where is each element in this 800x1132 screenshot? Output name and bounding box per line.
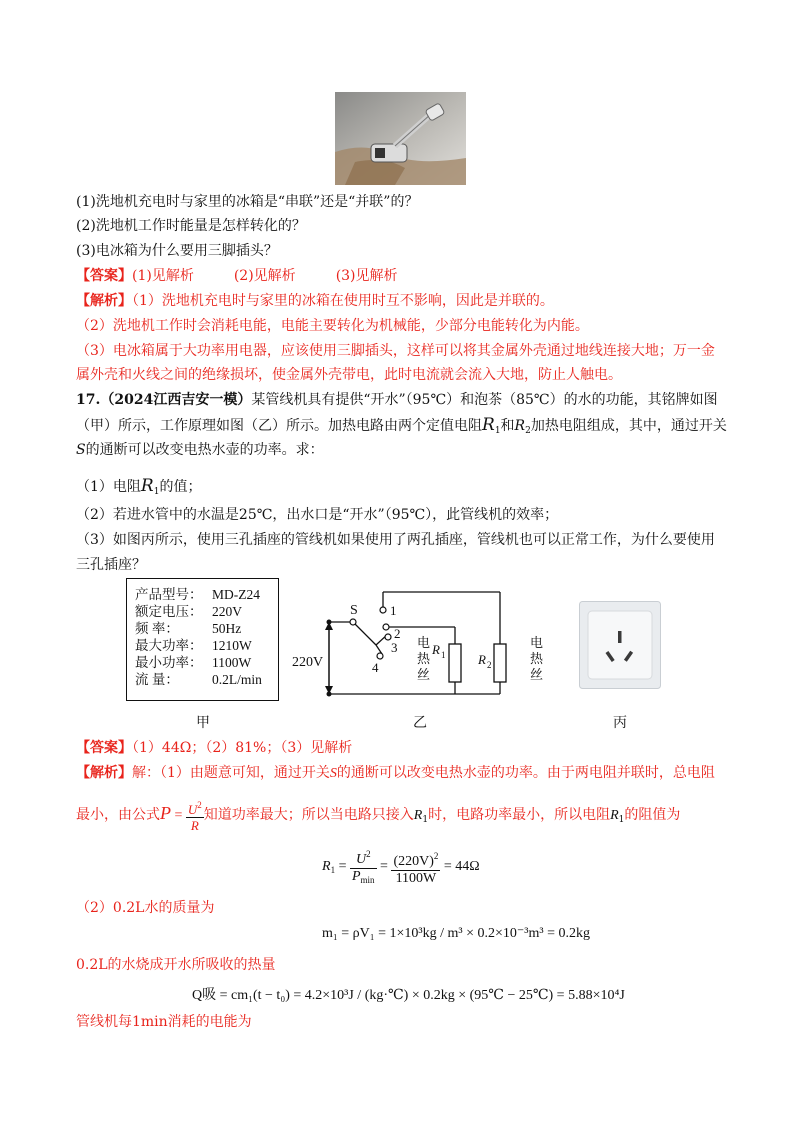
eq1-den1: P: [351, 869, 361, 884]
r2-subscript: 2: [487, 660, 492, 670]
prev-sub3: (3)电冰箱为什么要用三脚插头？: [76, 243, 278, 259]
q17-analysis-2d: 的阻值为: [624, 807, 681, 823]
floor-washer-photo: [335, 92, 466, 185]
prev-sub1: (1)洗地机充电时与家里的冰箱是“串联”还是“并联”的？: [76, 194, 419, 210]
nameplate-row: [135, 620, 278, 637]
terminal-2-label: 2: [394, 626, 401, 641]
q17-stem-2c: 加热电阻组成，其中，通过开关: [530, 418, 727, 434]
circuit-voltage-label: 220V: [292, 655, 324, 670]
q17-answer-text: （1）44Ω；（2）81%；（3）见解析: [132, 740, 353, 756]
r1-subscript: 1: [441, 650, 446, 660]
r1-text-label: 电热丝: [417, 636, 431, 683]
q17-analysis-2b: 知道功率最大；所以当电路只接入: [203, 807, 414, 823]
answer-3: (3)见解析: [335, 268, 398, 284]
q17-analysis-1a: 解：（1）由题意可知，通过开关: [132, 765, 330, 781]
caption-yi: 乙: [413, 715, 427, 731]
analysis-tag: 【解析】: [76, 293, 132, 309]
eq1-den1-sub: min: [360, 875, 375, 885]
nameplate-row: [135, 603, 278, 620]
q17-analysis-line-2: 最小，由公式P = $\frac{U^2}{R}$ 知道功率最大；所以当电路只接入$R_1$时，电路功率最小，所以电阻$R_1$的阻值为: [76, 799, 681, 833]
q17-stem-1-text: 某管线机具有提供“开水”（95℃）和泡茶（85℃）的水的功能，其铭牌如图: [251, 392, 718, 408]
eq1-fraction-2: $\frac{(220V)^2}{1100W}$: [391, 848, 440, 887]
prev-analysis-3a: （3）电冰箱属于大功率用电器，应该使用三脚插头，这样可以将其金属外壳通过地线连接大地；万一金: [76, 343, 715, 359]
q17-number: 17.: [76, 392, 101, 408]
nameplate-label: 频 率：: [135, 621, 179, 636]
caption-jia: 甲: [196, 715, 210, 731]
nameplate-value: 220V: [212, 604, 242, 619]
q17-analysis-line-5: 管线机每1min消耗的电能为: [76, 1014, 252, 1030]
nameplate-label: 额定电压：: [135, 604, 203, 619]
circuit-switch-label: S: [350, 603, 358, 618]
q17-analysis-r1b: R: [610, 808, 619, 823]
prev-sub2: (2)洗地机工作时能量是怎样转化的？: [76, 218, 306, 234]
q17-analysis-2c: 时，电路功率最小，所以电阻: [428, 807, 611, 823]
q17-analysis-tag: 【解析】: [76, 765, 132, 781]
answer-2: (2)见解析: [233, 268, 296, 284]
equation-heat: Q吸 = cm₁(t − t₀) = 4.2×10³J / (kg·℃) × 0.2kg × (95℃ − 25℃) = 5.88×10⁴J: [192, 988, 625, 1003]
analysis-1-text: （1）洗地机充电时与家里的冰箱在使用时互不影响，因此是并联的。: [132, 293, 554, 309]
nameplate-value: 1100W: [212, 655, 252, 670]
eq1-num1: U: [355, 852, 367, 867]
q17-sub1-text: （1）电阻: [76, 479, 141, 495]
nameplate-label: 最大功率：: [135, 638, 203, 653]
q17-r2-sub: 2: [525, 426, 531, 436]
q17-answer: [76, 738, 352, 758]
terminal-4-label: 4: [372, 660, 379, 675]
nameplate-value: 50Hz: [212, 621, 242, 636]
q17-analysis-1b: 的通断可以改变电热水壶的功率。由于两电阻并联时，总电阻: [336, 765, 715, 781]
q17-sub1-end: 的值；: [159, 479, 202, 495]
eq1-num2: (220V): [393, 853, 434, 869]
prev-analysis-2: （2）洗地机工作时会消耗电能，电能主要转化为机械能，少部分电能转化为内能。: [76, 318, 589, 334]
q17-stem-2b: 和: [500, 418, 515, 434]
q17-analysis-r1-sub: 1: [422, 815, 429, 825]
nameplate-label: 产品型号：: [135, 587, 203, 602]
equation-mass: m₁ = ρV₁ = 1×10³kg / m³ × 0.2×10⁻³m³ = 0.2kg: [322, 926, 590, 941]
nameplate-value: 1210W: [212, 638, 252, 653]
terminal-3-label: 3: [391, 640, 398, 655]
q17-r1-sub: 1: [494, 426, 501, 436]
answer-1: (1)见解析: [132, 268, 194, 284]
eq1-fraction-1: $\frac{U^2}{P_{min}}$: [350, 846, 377, 888]
r1-symbol: R: [432, 642, 440, 657]
q17-sub1-r-sub: 1: [153, 487, 160, 497]
nameplate-value: 0.2L/min: [212, 672, 262, 687]
q17-r2-symbol: R: [514, 418, 526, 434]
q17-stem-3-text: 的通断可以改变电热水壶的功率。求：: [85, 442, 324, 458]
q17-s-symbol: S: [76, 442, 86, 458]
eq1-den2: 1100W: [395, 870, 437, 886]
q17-stem-2a: （甲）所示，工作原理如图（乙）所示。加热电路由两个定值电阻: [76, 418, 482, 434]
q17-analysis-r1: R: [413, 808, 423, 823]
q17-sub1-r: R: [140, 476, 154, 496]
q17-stem-1: [76, 390, 718, 410]
prev-analysis-3b: 属外壳和火线之间的绝缘损坏，使金属外壳带电，此时电流就会流入大地，防止人触电。: [76, 367, 622, 383]
q17-sub3b: 三孔插座？: [76, 557, 146, 573]
q17-stem-2: [76, 415, 727, 441]
q17-analysis-r1b-sub: 1: [618, 815, 625, 825]
prev-answer: [76, 266, 398, 286]
q17-answer-tag: 【答案】: [76, 740, 132, 756]
nameplate: [126, 578, 279, 701]
eq1-lhs: R: [322, 859, 331, 875]
three-hole-socket-picture: [579, 601, 661, 689]
nameplate-row: [135, 637, 278, 654]
power-formula-fraction: $\frac{U^2}{R}$: [187, 799, 202, 833]
eq1-result: = 44Ω: [443, 859, 480, 875]
q17-stem-3: [76, 440, 324, 460]
prev-analysis-1: [76, 291, 554, 311]
nameplate-label: 流 量：: [135, 672, 179, 687]
r2-symbol: R: [478, 652, 486, 667]
q17-analysis-line-1: [76, 763, 715, 784]
nameplate-row: [135, 654, 278, 671]
q17-r1-symbol: R: [482, 415, 495, 435]
nameplate-row: [135, 671, 278, 688]
q17-sub1: [76, 476, 201, 502]
equation-r1: $R_1$ = $\frac{U^2}{P_{min}}$ = $\frac{(220V)^2}{1100W}$ = 44Ω: [322, 846, 480, 888]
q17-analysis-2a: 最小，由公式: [76, 807, 160, 823]
r2-text-label: 电热丝: [530, 636, 544, 683]
nameplate-row: [135, 586, 278, 603]
q17-sub2: （2）若进水管中的水温是25℃，出水口是“开水”（95℃），此管线机的效率；: [76, 507, 559, 523]
caption-bing: 丙: [613, 715, 627, 731]
q17-source: （2024江西吉安一模）: [100, 392, 252, 408]
q17-analysis-s: S: [329, 766, 337, 781]
q17-analysis-line-3: （2）0.2L水的质量为: [76, 900, 215, 916]
nameplate-label: 最小功率：: [135, 655, 203, 670]
q17-sub3a: （3）如图丙所示，使用三孔插座的管线机如果使用了两孔插座，管线机也可以正常工作，为什么要使用: [76, 532, 715, 548]
nameplate-value: MD-Z24: [212, 587, 260, 602]
terminal-1-label: 1: [390, 603, 397, 618]
q17-analysis-line-4: 0.2L的水烧成开水所吸收的热量: [76, 957, 276, 973]
answer-tag: 【答案】: [76, 268, 132, 284]
